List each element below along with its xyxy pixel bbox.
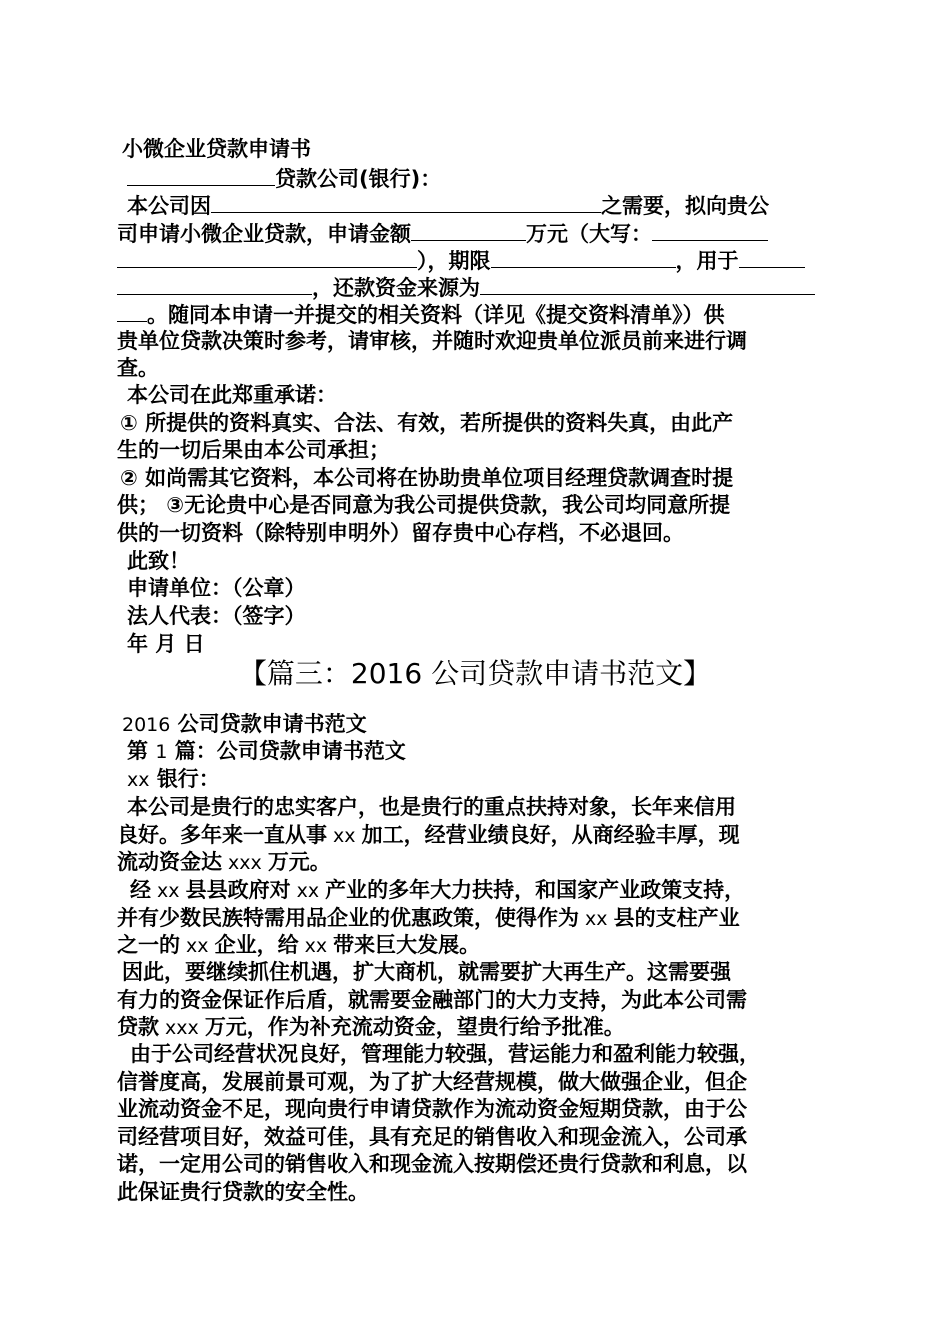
addressee-line — [127, 163, 441, 193]
blank-field — [739, 245, 805, 268]
p2-line — [117, 904, 740, 933]
text-segment: 带来巨大发展。 — [333, 933, 481, 957]
text-segment: 流动资金达 — [117, 850, 222, 874]
placeholder-xx: xx — [298, 935, 334, 957]
bank-salutation — [127, 765, 220, 794]
text-segment: 良好。多年来一直从事 — [117, 823, 327, 847]
subtitle-number: 1 — [155, 741, 168, 763]
section-heading: 【篇三：2016 公司贷款申请书范文】 — [238, 657, 712, 690]
commitment-1-line-1: ① 所提供的资料真实、合法、有效，若所提供的资料失真，由此产 — [120, 411, 734, 435]
text-segment: 企业，给 — [214, 933, 299, 957]
text-segment: 有力的资金保证作后盾，就需要金融部门的大力支持，为此本公司需 — [117, 988, 747, 1012]
text-segment: 贷款 — [117, 1015, 159, 1039]
placeholder-xx: xx — [290, 880, 326, 902]
subtitle-text: 篇：公司贷款申请书范文 — [174, 739, 406, 763]
p1-text: 司申请小微企业贷款，申请金额 — [117, 222, 411, 246]
applicant-line: 申请单位：（公章） — [127, 576, 306, 600]
text-segment: 加工，经营业绩良好，从商经验丰厚，现 — [361, 823, 740, 847]
p1-line-7: 查。 — [117, 356, 159, 380]
text-segment: 县县政府对 — [185, 878, 291, 902]
p3-line — [117, 986, 747, 1014]
placeholder-xx: xx — [151, 880, 186, 902]
p1-text: 。随同本申请一并提交的相关资料（详见《提交资料清单》）供 — [147, 303, 725, 327]
bank-placeholder: xx — [127, 769, 150, 791]
p1-text: 万元（大写： — [526, 222, 652, 246]
commitment-2-line-2: 供； ③无论贵中心是否同意为我公司提供贷款，我公司均同意所提 — [117, 493, 731, 517]
placeholder-xx: xx — [180, 935, 215, 957]
blank-field — [652, 218, 768, 241]
text-segment: 因此，要继续抓住机遇，扩大商机，就需要扩大再生产。这需要强 — [122, 960, 731, 984]
blank-field — [411, 218, 526, 241]
text-segment: 之一的 — [117, 933, 180, 957]
p1-text: ，还款资金来源为 — [312, 276, 480, 300]
text-segment: 万元，作为补充流动资金，望贵行给予批准。 — [204, 1015, 625, 1039]
bank-text: 银行： — [156, 767, 220, 791]
p1-line-6: 贵单位贷款决策时参考，请审核，并随时欢迎贵单位派员前来进行调 — [117, 329, 747, 353]
p4-line: 由于公司经营状况良好，管理能力较强，营运能力和盈利能力较强， — [130, 1042, 760, 1066]
p4-line: 此保证贵行贷款的安全性。 — [117, 1180, 369, 1204]
blank-field — [211, 190, 601, 213]
placeholder-xx: xxx — [222, 852, 268, 874]
text-segment: 经 — [130, 878, 151, 902]
commitment-2-line-3: 供的一切资料（除特别申明外）留存贵中心存档，不必退回。 — [117, 521, 684, 545]
text-segment: 县的支柱产业 — [613, 906, 740, 930]
placeholder-xx: xxx — [159, 1017, 205, 1039]
p2-line — [130, 876, 745, 905]
p1-text: ），期限 — [417, 249, 491, 273]
blank-field — [491, 245, 676, 268]
p1-text: ，用于 — [675, 249, 739, 273]
section2-subtitle — [127, 737, 406, 766]
p1-line-2 — [117, 218, 768, 248]
text-segment: 本公司是贵行的忠实客户，也是贵行的重点扶持对象，长年来信用 — [127, 795, 736, 819]
p1-line-1 — [127, 190, 769, 220]
blank-field — [117, 299, 147, 322]
placeholder-xx: xx — [327, 825, 362, 847]
title-rest: 公司贷款申请书范文 — [177, 712, 367, 736]
title-year: 2016 — [122, 714, 171, 736]
p4-line: 司经营项目好，效益可佳，具有充足的销售收入和现金流入，公司承 — [117, 1125, 747, 1149]
commitment-title: 本公司在此郑重承诺： — [127, 383, 337, 407]
p2-line — [117, 931, 480, 960]
blank-field — [480, 272, 815, 295]
closing: 此致！ — [127, 549, 190, 573]
section1-title: 小微企业贷款申请书 — [122, 137, 311, 161]
p1-line — [117, 821, 740, 850]
text-segment: 万元。 — [267, 850, 331, 874]
addressee-suffix: 贷款公司(银行)： — [275, 167, 442, 191]
section2-title — [122, 710, 367, 739]
p4-line: 诺，一定用公司的销售收入和现金流入按期偿还贵行贷款和利息，以 — [117, 1152, 747, 1176]
p1-line — [127, 793, 736, 821]
subtitle-text: 第 — [127, 739, 148, 763]
date-line: 年 月 日 — [127, 632, 205, 656]
blank-field — [127, 163, 275, 186]
p1-line — [117, 848, 331, 877]
p1-start: 本公司因 — [127, 194, 211, 218]
p1-line-4 — [117, 272, 815, 302]
blank-field — [117, 245, 417, 268]
blank-field — [117, 272, 312, 295]
legal-rep-line: 法人代表：（签字） — [127, 604, 306, 628]
p3-line — [117, 1013, 625, 1042]
p3-line — [122, 958, 731, 986]
commitment-2-line-1: ② 如尚需其它资料，本公司将在协助贵单位项目经理贷款调查时提 — [120, 466, 734, 490]
text-segment: 产业的多年大力扶持，和国家产业政策支持， — [325, 878, 746, 902]
p1-line-3 — [117, 245, 805, 275]
p4-line: 信誉度高，发展前景可观，为了扩大经营规模，做大做强企业，但企 — [117, 1070, 747, 1094]
placeholder-xx: xx — [579, 908, 614, 930]
commitment-1-line-2: 生的一切后果由本公司承担； — [117, 438, 390, 462]
p4-line: 业流动资金不足，现向贵行申请贷款作为流动资金短期贷款，由于公 — [117, 1097, 747, 1121]
p1-need: 之需要，拟向贵公 — [601, 194, 769, 218]
text-segment: 并有少数民族特需用品企业的优惠政策，使得作为 — [117, 906, 579, 930]
p1-line-5 — [117, 299, 725, 329]
